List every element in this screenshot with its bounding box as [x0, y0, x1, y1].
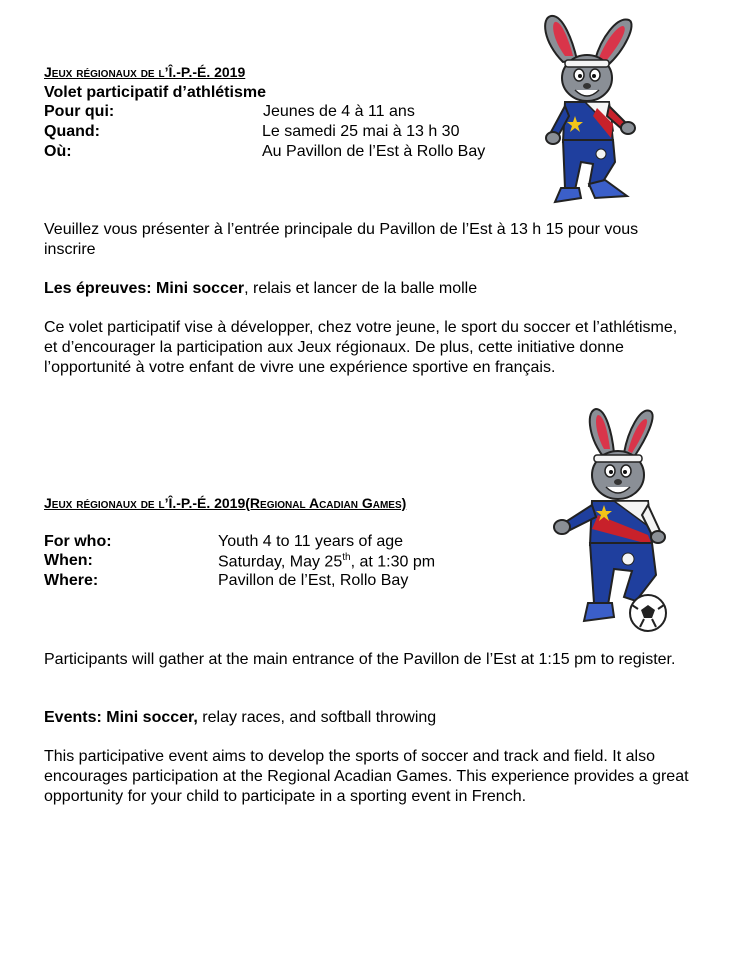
- fr-label-when: Quand:: [44, 123, 100, 140]
- rabbit-mascot-walking-illustration: [535, 12, 645, 207]
- en-title: Jeux régionaux de l’Î.-P.-É. 2019(Regional Acadian Games): [44, 495, 407, 511]
- en-label-where: Where:: [44, 572, 99, 589]
- en-value-when-date: Saturday, May 25: [218, 553, 343, 571]
- en-value-where: Pavillon de l’Est, Rollo Bay: [218, 572, 409, 589]
- fr-row-who: [44, 103, 504, 123]
- en-value-when: [218, 552, 435, 571]
- fr-row-when: [44, 123, 504, 143]
- en-value-when-time: , at 1:30 pm: [350, 553, 436, 571]
- fr-events: [44, 279, 694, 299]
- fr-intro: Veuillez vous présenter à l’entrée principale du Pavillon de l’Est à 13 h 15 pour vous inscrire: [44, 221, 639, 258]
- fr-title: Jeux régionaux de l’Î.-P.-É. 2019: [44, 64, 246, 80]
- fr-label-who: Pour qui:: [44, 103, 115, 120]
- fr-row-where: [44, 143, 504, 163]
- fr-value-where: Au Pavillon de l’Est à Rollo Bay: [262, 143, 486, 160]
- rabbit-mascot-soccer-illustration: [548, 405, 678, 635]
- en-value-when-suffix: th: [342, 552, 351, 563]
- en-description: This participative event aims to develop the sports of soccer and track and field. It also encourages participation at the Regional Acadian Games. This experience provides a great opportunity for your child to participate in a sporting event in French.: [44, 748, 689, 805]
- en-events-label: Events: Mini soccer,: [44, 709, 198, 726]
- fr-value-when: Le samedi 25 mai à 13 h 30: [262, 123, 460, 140]
- en-row-who: [44, 533, 484, 553]
- fr-events-rest: , relais et lancer de la balle molle: [244, 280, 478, 297]
- en-events-rest: relay races, and softball throwing: [197, 709, 437, 726]
- fr-events-label: Les épreuves: Mini soccer: [44, 280, 245, 297]
- fr-value-who: Jeunes de 4 à 11 ans: [263, 103, 415, 120]
- fr-subtitle: Volet participatif d’athlétisme: [44, 84, 266, 101]
- en-label-who: For who:: [44, 533, 112, 550]
- en-intro: Participants will gather at the main entrance of the Pavillon de l’Est at 1:15 pm to register.: [44, 651, 676, 668]
- fr-label-where: Où:: [44, 143, 72, 160]
- en-label-when: When:: [44, 552, 93, 569]
- en-value-who: Youth 4 to 11 years of age: [218, 533, 404, 550]
- en-row-when: [44, 552, 484, 572]
- en-row-where: [44, 572, 484, 592]
- fr-description: Ce volet participatif vise à développer, chez votre jeune, le sport du soccer et l’athlétisme, et d’encourager la participation aux Jeux régionaux. De plus, cette initiative donne l’opportunité à votre enfant de vivre une expérience sportive en français.: [44, 319, 678, 376]
- en-events: [44, 708, 694, 728]
